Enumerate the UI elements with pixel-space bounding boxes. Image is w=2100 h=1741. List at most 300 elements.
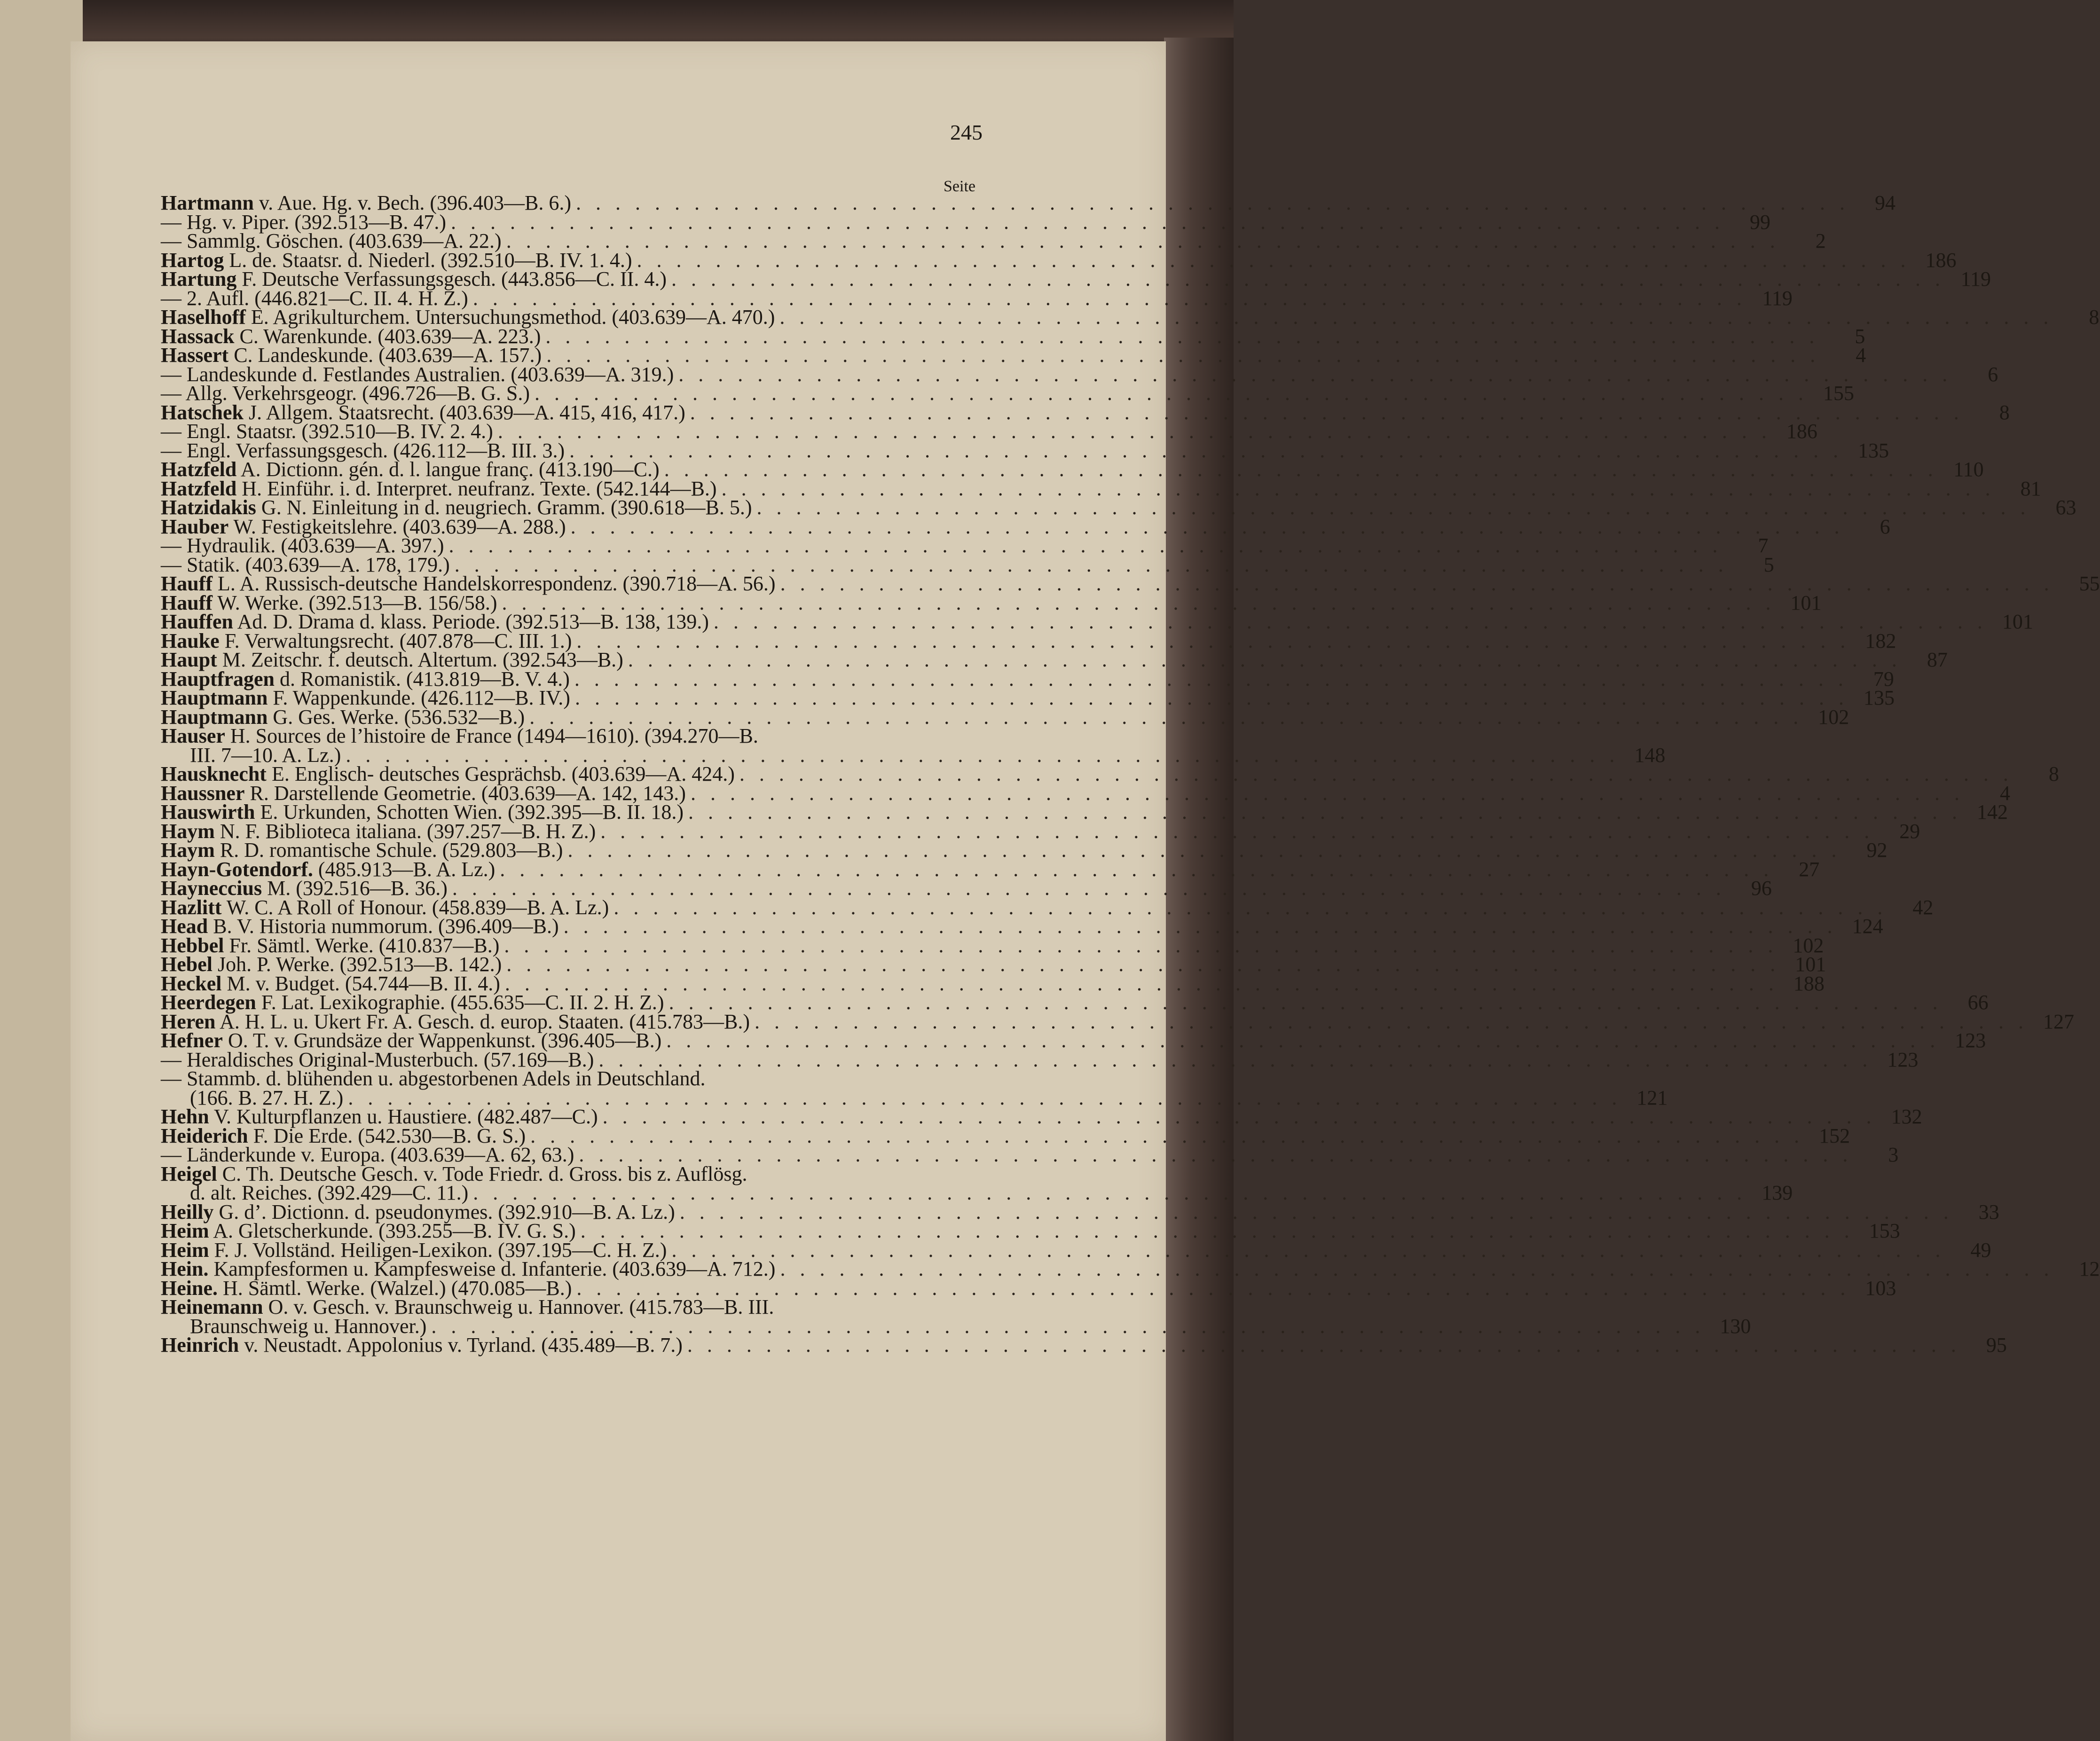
entry-description: E. Agrikulturchem. Untersuchungsmethod. (403.639—A. 470.) — [245, 306, 775, 329]
index-entry — [161, 324, 1865, 348]
dot-leader — [497, 594, 1776, 613]
entry-page-number: 5 — [1855, 324, 1865, 348]
entry-text — [161, 441, 565, 461]
entry-heading: Heckel — [161, 972, 222, 995]
entry-description: Ad. D. Drama d. klass. Periode. (392.513—B. 138, 139.) — [233, 610, 709, 633]
entry-page-number: 12 — [2079, 1257, 2100, 1280]
index-entry — [161, 1048, 1919, 1071]
dot-leader — [542, 346, 1820, 365]
entry-text — [161, 308, 775, 327]
entry-heading: Hartung — [161, 267, 237, 290]
entry-heading: Hauptmann — [161, 705, 268, 729]
entry-description: (485.913—B. A. Lz.) — [313, 857, 496, 881]
entry-text — [161, 1276, 572, 1300]
index-entry — [161, 420, 1817, 443]
entry-heading: Heinemann — [161, 1295, 263, 1318]
dot-leader — [570, 689, 1848, 708]
entry-description: C. Th. Deutsche Gesch. v. Tode Friedr. d. Gross. bis z. Auflösg. — [217, 1162, 747, 1185]
index-entry — [161, 1276, 1896, 1300]
index-entry — [161, 229, 1826, 252]
dot-leader — [675, 1203, 1953, 1222]
entry-heading: Haussner — [161, 781, 245, 805]
entry-heading: Hausknecht — [161, 762, 267, 785]
index-entry — [161, 306, 2100, 329]
index-entry — [161, 1333, 2007, 1357]
entry-text — [161, 191, 571, 214]
entry-description: L. de. Staatsr. d. Niederl. (392.510—B. IV. 1. 4.) — [224, 248, 632, 272]
entry-page-number: 119 — [1762, 286, 1793, 310]
index-entry — [161, 1069, 978, 1089]
dot-leader — [468, 1184, 1746, 1203]
entry-description: G. N. Einleitung in d. neugriech. Gramm. (390.618—B. 5.) — [256, 496, 752, 519]
entry-description: F. Verwaltungsrecht. (407.878—C. III. 1.) — [219, 629, 572, 652]
entry-description: G. Ges. Werke. (536.532—B.) — [267, 705, 525, 729]
entry-text — [161, 460, 660, 479]
entry-page-number: 103 — [1865, 1276, 1896, 1300]
entry-description: F. Deutsche Verfassungsgesch. (443.856—C. II. 4.) — [236, 267, 667, 290]
entry-heading: Heine. — [161, 1276, 218, 1300]
entry-page-number: 121 — [1636, 1086, 1668, 1109]
entry-heading: Hatzidakis — [161, 496, 256, 519]
entry-description: W. Werke. (392.513—B. 156/58.) — [212, 591, 497, 614]
entry-description: — Hg. v. Piper. (392.513—B. 47.) — [161, 210, 447, 234]
index-entry — [161, 382, 1855, 405]
entry-description: N. F. Biblioteca italiana. (397.257—B. H. Z.) — [214, 819, 596, 843]
dot-leader — [571, 194, 1849, 213]
index-entry — [161, 572, 2100, 595]
dot-leader — [450, 556, 1728, 575]
index-entry — [161, 553, 1774, 576]
entry-page-number: 153 — [1869, 1219, 1900, 1242]
entry-text — [161, 498, 752, 518]
entry-text — [161, 362, 674, 386]
entry-description: C. Landeskunde. (403.639—A. 157.) — [228, 344, 542, 367]
entry-page-number: 2 — [1815, 229, 1826, 252]
entry-text — [190, 1086, 344, 1109]
entry-text — [161, 1295, 774, 1318]
entry-page-number: 96 — [1751, 877, 1772, 900]
entry-page-number: 152 — [1819, 1124, 1850, 1147]
entry-text — [161, 895, 609, 919]
entry-description: J. Allgem. Staatsrecht. (403.639—A. 415, 416, 417.) — [244, 400, 685, 424]
index-entry — [161, 439, 1889, 462]
dot-leader — [444, 536, 1722, 556]
index-entry — [161, 1162, 978, 1185]
entry-description: F. Lat. Lexikographie. (455.635—C. II. 2. H. Z.) — [256, 991, 664, 1014]
entry-description: B. V. Historia nummorum. (396.409—B.) — [208, 915, 559, 938]
dot-leader — [563, 841, 1841, 860]
entry-page-number: 92 — [1866, 839, 1888, 862]
entry-page-number: 101 — [1795, 953, 1826, 976]
entry-description: W. C. A Roll of Honour. (458.839—B. A. Lz.) — [221, 895, 609, 919]
entry-heading: Heiderich — [161, 1124, 248, 1147]
entry-page-number: 188 — [1793, 972, 1825, 995]
entry-page-number: 186 — [1925, 248, 1957, 272]
dot-leader — [661, 1031, 1940, 1051]
entry-heading: Hartog — [161, 248, 224, 272]
entry-heading: Hauffen — [161, 610, 233, 633]
entry-description: Fr. Sämtl. Werke. (410.837—B.) — [224, 933, 500, 957]
entry-description: M. (392.516—B. 36.) — [262, 877, 448, 900]
entry-heading: Hatzfeld — [161, 477, 237, 500]
index-entry — [161, 496, 2076, 519]
entry-text — [161, 762, 735, 785]
index-entry — [161, 248, 1957, 272]
entry-description: H. Sources de l’histoire de France (1494—1610). (394.270—B. — [225, 724, 758, 747]
entry-page-number: 27 — [1799, 857, 1820, 881]
entry-heading: Hebbel — [161, 933, 224, 957]
index-entry — [161, 915, 1883, 938]
entry-text — [161, 974, 500, 994]
entry-page-number: 110 — [1953, 458, 1984, 481]
entry-description: C. Warenkunde. (403.639—A. 223.) — [234, 324, 541, 348]
dot-leader — [686, 784, 1964, 803]
dot-leader — [502, 232, 1780, 251]
entry-page-number: 33 — [1978, 1200, 1999, 1223]
entry-text — [161, 819, 596, 843]
entry-description: H. Sämtl. Werke. (Walzel.) (470.085—B.) — [217, 1276, 572, 1300]
entry-page-number: 123 — [1955, 1029, 1986, 1052]
entry-text — [190, 1181, 469, 1204]
dot-leader — [735, 765, 2013, 784]
entry-page-number: 4 — [1856, 344, 1866, 367]
index-entry — [161, 972, 1825, 995]
entry-heading: Hauswirth — [161, 800, 255, 823]
entry-heading: Haym — [161, 839, 215, 862]
entry-text — [161, 1257, 776, 1280]
entry-heading: Hauff — [161, 591, 212, 614]
entry-description: — Engl. Verfassungsgesch. (426.112—B. III. 3.) — [161, 439, 565, 462]
dot-leader — [570, 670, 1848, 689]
index-entry — [161, 1105, 1922, 1128]
index-entry — [161, 400, 2010, 424]
entry-page-number: 49 — [1970, 1238, 1991, 1262]
entry-description: A. H. L. u. Ukert Fr. A. Gesch. d. europ. Staaten. (415.783—B.) — [215, 1010, 750, 1033]
entry-page-number: 3 — [1888, 1143, 1899, 1166]
index-entry — [161, 1143, 1899, 1166]
index-entry — [161, 857, 1820, 881]
entry-heading: Hauptmann — [161, 686, 268, 709]
dot-leader — [493, 422, 1771, 441]
entry-page-number: 155 — [1823, 382, 1855, 405]
entry-text — [161, 841, 563, 860]
entry-description: — Landeskunde d. Festlandes Australien. (403.639—A. 319.) — [161, 362, 674, 386]
index-entry — [161, 267, 1991, 290]
entry-description: V. Kulturpflanzen u. Haustiere. (482.487—C.) — [209, 1105, 598, 1128]
entry-heading: Hatschek — [161, 400, 244, 424]
entry-heading: Haselhoff — [161, 306, 246, 329]
index-entry — [161, 686, 1895, 709]
entry-description: F. J. Vollständ. Heiligen-Lexikon. (397.195—C. H. Z.) — [209, 1238, 667, 1262]
dot-leader — [565, 441, 1843, 461]
dot-leader — [683, 1336, 1961, 1355]
entry-description: — Stammb. d. blühenden u. abgestorbenen Adels in Deutschland. — [161, 1067, 706, 1090]
dot-leader — [667, 270, 1945, 289]
entry-page-number: 94 — [1875, 191, 1896, 214]
entry-text — [161, 667, 570, 690]
index-entry — [161, 629, 1896, 652]
entry-description: v. Aue. Hg. v. Bech. (396.403—B. 6.) — [254, 191, 571, 214]
entry-text — [161, 724, 758, 747]
entry-heading: Heinrich — [161, 1333, 239, 1357]
entry-page-number: 135 — [1858, 439, 1889, 462]
entry-text — [161, 1200, 675, 1223]
entry-text — [161, 1048, 594, 1071]
entry-description: E. Englisch- deutsches Gesprächsb. (403.639—A. 424.) — [266, 762, 735, 785]
dot-leader — [495, 860, 1773, 879]
entry-text — [161, 346, 542, 365]
entry-text — [161, 1031, 661, 1051]
entry-text — [161, 1124, 526, 1147]
index-entry — [161, 933, 1824, 957]
entry-heading: Hayneccius — [161, 877, 262, 900]
dot-leader — [530, 384, 1808, 403]
entry-text — [161, 781, 686, 805]
index-entry — [161, 800, 2008, 823]
entry-page-number: 79 — [1873, 667, 1894, 690]
entry-heading: Hehn — [161, 1105, 209, 1128]
entry-description: F. Die Erde. (542.530—B. G. S.) — [248, 1124, 526, 1147]
dot-leader — [572, 632, 1850, 651]
dot-leader — [623, 651, 1902, 670]
entry-description: (166. B. 27. H. Z.) — [190, 1086, 344, 1109]
entry-page-number: 124 — [1852, 915, 1883, 938]
entry-heading: Heim — [161, 1219, 209, 1242]
entry-text — [161, 686, 570, 709]
dot-leader — [341, 746, 1619, 765]
entry-text — [161, 1107, 598, 1127]
entry-description: L. A. Russisch-deutsche Handelskorrespondenz. (390.718—A. 56.) — [212, 572, 776, 595]
dot-leader — [426, 1317, 1705, 1336]
entry-text — [161, 210, 447, 234]
entry-text — [161, 648, 623, 671]
entry-page-number: 101 — [2002, 610, 2033, 633]
dot-leader — [660, 460, 1938, 479]
dot-leader — [594, 1051, 1872, 1070]
entry-description: E. Urkunden, Schotten Wien. (392.395—B. II. 18.) — [255, 800, 684, 823]
entry-heading: Heren — [161, 1010, 216, 1033]
entry-description: M. Zeitschr. f. deutsch. Altertum. (392.543—B.) — [217, 648, 623, 671]
dot-leader — [674, 365, 1952, 384]
entry-text — [161, 917, 559, 936]
entry-description: v. Neustadt. Appolonius v. Tyrland. (435.489—B. 7.) — [239, 1333, 683, 1357]
entry-text — [161, 993, 664, 1012]
dot-leader — [685, 403, 1964, 423]
entry-page-number: 66 — [1967, 991, 1989, 1014]
entry-page-number: 139 — [1762, 1181, 1793, 1204]
entry-page-number: 102 — [1818, 705, 1849, 729]
entry-heading: Heerdegen — [161, 991, 256, 1014]
entry-page-number: 7 — [1758, 534, 1769, 557]
index-entries — [161, 191, 2100, 1357]
entry-page-number: 87 — [1927, 648, 1948, 671]
dot-leader — [499, 936, 1778, 956]
dot-leader — [598, 1107, 1876, 1127]
index-entry — [161, 1238, 1991, 1262]
index-entry — [161, 953, 1826, 976]
entry-description: A. Gletscherkunde. (393.255—B. IV. G. S.) — [209, 1219, 576, 1242]
entry-text — [161, 629, 572, 652]
entry-heading: Hefner — [161, 1029, 223, 1052]
entry-description: H. Einführ. i. d. Interpret. neufranz. Texte. (542.144—B.) — [236, 477, 717, 500]
entry-heading: Heigel — [161, 1162, 217, 1185]
index-entry — [161, 648, 1948, 671]
entry-description: — Hydraulik. (403.639—A. 397.) — [161, 534, 444, 557]
entry-heading: Hebel — [161, 953, 212, 976]
page-number: 245 — [950, 120, 983, 144]
entry-text — [161, 591, 497, 614]
entry-description: O. T. v. Grundsäze der Wappenkunst. (396.405—B.) — [222, 1029, 662, 1052]
page-column-header: Seite — [944, 178, 975, 195]
index-entry — [161, 286, 1793, 310]
entry-text — [161, 1012, 750, 1032]
entry-description: R. D. romantische Schule. (529.803—B.) — [214, 839, 563, 862]
dot-leader — [525, 708, 1803, 727]
index-entry — [161, 991, 1989, 1014]
entry-text — [161, 1333, 683, 1357]
dot-leader — [500, 974, 1778, 994]
entry-text — [161, 705, 525, 729]
entry-text — [161, 553, 450, 576]
dot-leader — [775, 308, 2053, 327]
entry-heading: Hatzfeld — [161, 458, 237, 481]
index-entry — [161, 877, 1772, 900]
entry-heading: Hauser — [161, 724, 225, 747]
entry-description: R. Darstellende Geometrie. (403.639—A. 142, 143.) — [244, 781, 686, 805]
entry-page-number: 182 — [1865, 629, 1896, 652]
entry-description: A. Dictionn. gén. d. l. langue franç. (413.190—C.) — [236, 458, 660, 481]
entry-description: d. alt. Reiches. (392.429—C. 11.) — [190, 1181, 469, 1204]
entry-heading: Heim — [161, 1238, 209, 1262]
entry-heading: Hauff — [161, 572, 212, 595]
entry-description: Kampfesformen u. Kampfesweise d. Infanterie. (403.639—A. 712.) — [208, 1257, 776, 1280]
entry-heading: Hauber — [161, 515, 229, 538]
dot-leader — [596, 822, 1874, 841]
dot-leader — [502, 955, 1780, 974]
entry-page-number: 119 — [1960, 267, 1991, 290]
entry-heading: Hartmann — [161, 191, 254, 214]
entry-text — [161, 612, 709, 632]
index-entry — [161, 819, 1920, 843]
entry-description: d. Romanistik. (413.819—B. V. 4.) — [275, 667, 570, 690]
entry-page-number: 142 — [1976, 800, 2008, 823]
entry-text — [161, 422, 493, 441]
entry-description: — Allg. Verkehrsgeogr. (496.726—B. G. S.) — [161, 382, 530, 405]
entry-text — [161, 267, 667, 290]
entry-heading: Haupt — [161, 648, 217, 671]
entry-heading: Hauke — [161, 629, 220, 652]
entry-text — [161, 1238, 667, 1262]
entry-page-number: 8 — [2048, 762, 2059, 785]
entry-heading: Hein. — [161, 1257, 209, 1280]
index-entry — [161, 705, 1849, 729]
index-entry — [161, 477, 2041, 500]
entry-description: — Engl. Staatsr. (392.510—B. IV. 2. 4.) — [161, 420, 493, 443]
entry-text — [190, 1314, 427, 1338]
entry-description: — Statik. (403.639—A. 178, 179.) — [161, 553, 450, 576]
entry-page-number: 5 — [1763, 553, 1774, 576]
entry-text — [161, 879, 448, 898]
entry-page-number: 99 — [1750, 210, 1771, 234]
entry-page-number: 63 — [2055, 496, 2076, 519]
entry-description: III. 7—10. A. Lz.) — [190, 743, 341, 767]
index-entry — [161, 1181, 1793, 1204]
index-entry — [161, 839, 1888, 862]
index-entry — [161, 362, 1998, 386]
entry-text — [190, 743, 341, 767]
dot-leader — [566, 518, 1844, 537]
entry-text — [161, 248, 632, 272]
entry-text — [161, 515, 566, 538]
entry-page-number: 127 — [2043, 1010, 2075, 1033]
entry-page-number: 8 — [2089, 306, 2100, 329]
index-entry — [161, 1124, 1850, 1147]
entry-heading: Hassert — [161, 344, 229, 367]
entry-page-number: 130 — [1720, 1314, 1751, 1338]
entry-page-number: 123 — [1887, 1048, 1919, 1071]
entry-heading: Hassack — [161, 324, 235, 348]
entry-text — [161, 1069, 705, 1089]
entry-heading: Head — [161, 915, 208, 938]
entry-description: G. d’. Dictionn. d. pseudonymes. (392.910—B. A. Lz.) — [213, 1200, 675, 1223]
dot-leader — [446, 213, 1724, 232]
dot-leader — [576, 1222, 1854, 1241]
entry-description: W. Festigkeitslehre. (403.639—A. 288.) — [228, 515, 566, 538]
dot-leader — [776, 574, 2054, 594]
dot-leader — [684, 803, 1962, 822]
dot-leader — [667, 1241, 1945, 1260]
entry-page-number: 101 — [1790, 591, 1822, 614]
entry-page-number: 55 — [2079, 572, 2100, 595]
entry-page-number: 4 — [1999, 781, 2010, 805]
index-entry — [161, 344, 1866, 367]
dot-leader — [632, 251, 1910, 270]
entry-text — [161, 933, 500, 957]
index-entry — [161, 781, 2010, 805]
index-entry — [161, 667, 1894, 690]
dot-leader — [752, 498, 2030, 518]
entry-text — [161, 286, 468, 310]
entry-text — [161, 1145, 574, 1165]
dot-leader — [559, 917, 1837, 936]
entry-description: Braunschweig u. Hannover.) — [190, 1314, 427, 1338]
index-entry — [161, 458, 1984, 481]
dot-leader — [750, 1012, 2028, 1032]
entry-page-number: 81 — [2020, 477, 2041, 500]
entry-page-number: 6 — [1880, 515, 1890, 538]
index-entry — [161, 743, 1666, 767]
index-entry — [161, 1086, 1668, 1109]
index-entry — [161, 724, 978, 747]
dot-leader — [526, 1127, 1804, 1146]
entry-page-number: 95 — [1986, 1333, 2007, 1357]
entry-text — [161, 384, 530, 403]
entry-heading: Hayn-Gotendorf. — [161, 857, 313, 881]
index-entry — [161, 1257, 2100, 1280]
index-entry — [161, 515, 1890, 538]
entry-description: — Heraldisches Original-Musterbuch. (57.169—B.) — [161, 1048, 594, 1071]
entry-heading: Hazlitt — [161, 895, 222, 919]
entry-page-number: 42 — [1912, 895, 1934, 919]
dot-leader — [664, 993, 1943, 1012]
index-entry — [161, 1029, 1986, 1052]
entry-page-number: 29 — [1899, 819, 1920, 843]
entry-text — [161, 479, 717, 499]
entry-text — [161, 955, 502, 974]
index-entry — [161, 895, 1934, 919]
entry-page-number: 6 — [1988, 362, 1998, 386]
book-top-edge — [0, 0, 1234, 47]
